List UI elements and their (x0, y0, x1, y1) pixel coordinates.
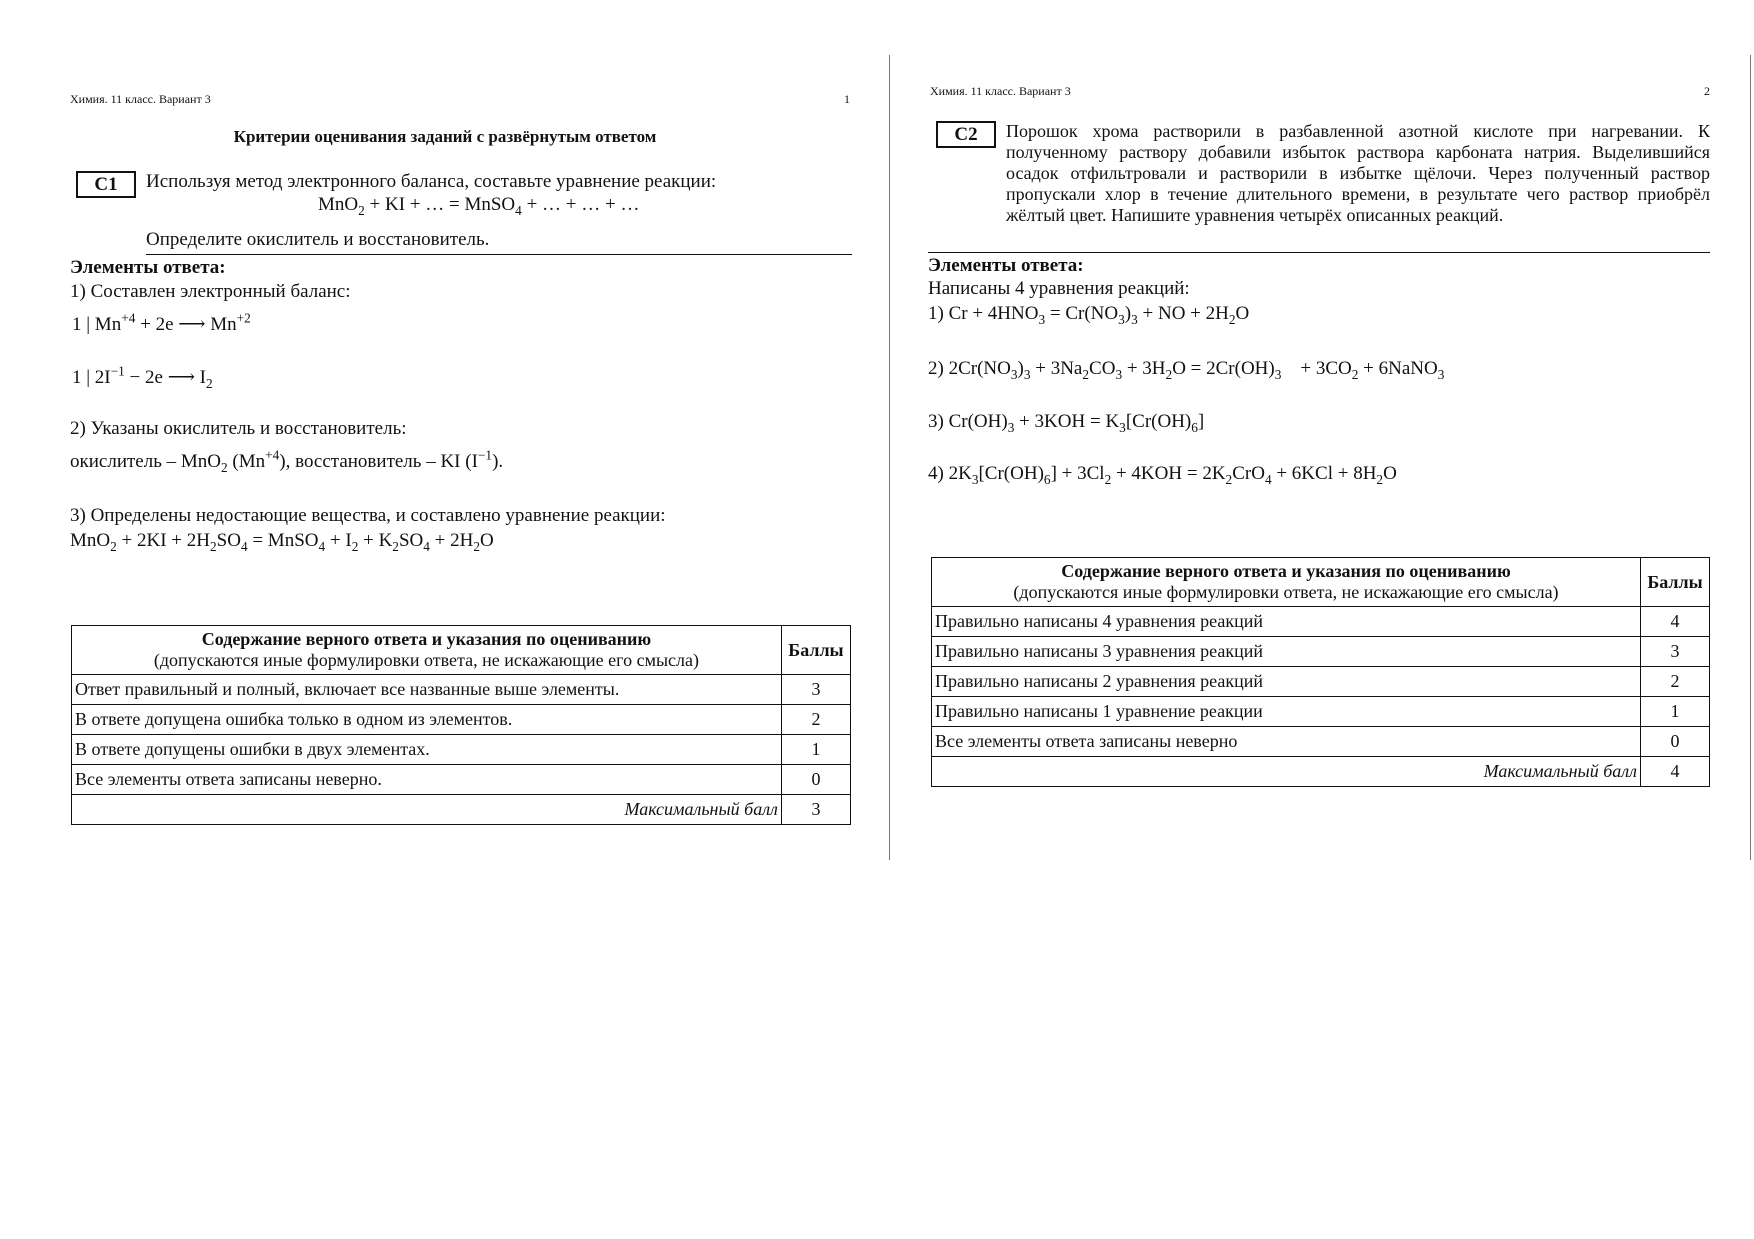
max-points: 4 (1641, 757, 1710, 787)
table-row (932, 637, 1710, 667)
step-1: 1) Составлен электронный баланс: (70, 281, 351, 302)
table-row (932, 667, 1710, 697)
step-2: 2) Указаны окислитель и восстановитель: (70, 418, 407, 439)
row-text: Все элементы ответа записаны неверно (932, 727, 1641, 757)
row-text: Все элементы ответа записаны неверно. (72, 765, 782, 795)
task-text: Используя метод электронного баланса, составьте уравнение реакции: (146, 171, 717, 192)
equations-intro: Написаны 4 уравнения реакций: (928, 278, 1190, 299)
grading-table (931, 557, 1710, 787)
row-text: Правильно написаны 4 уравнения реакций (932, 607, 1641, 637)
page-2 (890, 0, 1754, 860)
page-title: Критерии оценивания заданий с развёрнутым ответом (233, 127, 657, 146)
table-head-main: Содержание верного ответа и указания по оцениванию (1061, 561, 1511, 581)
table-head-sub: (допускаются иные формулировки ответа, не искажающие его смысла) (1013, 582, 1559, 602)
table-max-row (72, 795, 851, 825)
table-row (72, 675, 851, 705)
row-points: 3 (1641, 637, 1710, 667)
balance-line-1: 1 | $Mn^{+4} + 2e$ ⟶ $Mn^{+2}$ (72, 310, 251, 335)
task-text: Порошок хрома растворили в разбавленной азотной кислоте при нагревании. К полученному раствору добавили избыток раствора карбоната натрия. Выделившийся осадок отфильтровали и растворили в избытке щёлочи. Через полученный раствор пропускали хлор в течение длительного времени, в результате чего раствор приобрёл жёлтый цвет. Напишите уравнения четырёх описанных реакций. (1006, 121, 1710, 225)
table-head-points: Баллы (781, 626, 850, 675)
table-header-row (932, 558, 1710, 607)
elements-title: Элементы ответа: (928, 255, 1084, 276)
table-row (72, 705, 851, 735)
page-number: 2 (1704, 84, 1710, 98)
page-1 (0, 0, 890, 860)
table-header-row (72, 626, 851, 675)
row-text: Ответ правильный и полный, включает все названные выше элементы. (72, 675, 782, 705)
equation-3: 3) $Cr(OH)_3 + 3KOH = K_3[Cr(OH)_6]$ (928, 411, 1205, 435)
task-question: Определите окислитель и восстановитель. (146, 229, 490, 250)
table-max-row (932, 757, 1710, 787)
task-equation: MnO$_2$ + KI + … = MnSO$_4$ + … + … + … (318, 194, 640, 218)
equation-4: 4) $2K_3[Cr(OH)_6] + 3Cl_2 + 4KOH = 2K_2CrO_4 + 6KCl + 8H_2O$ (928, 463, 1397, 487)
table-row (72, 765, 851, 795)
row-text: В ответе допущены ошибки в двух элементах. (72, 735, 782, 765)
equation-2: 2) $2Cr(NO_3)_3 + 3Na_2CO_3 + 3H_2O = 2Cr(OH)_3$ + $3CO_2$ + 6NaNO$_3$ (928, 358, 1445, 382)
row-points: 2 (1641, 667, 1710, 697)
step-2-detail: окислитель – MnO$_2$ $(Mn^{+4})$, восстановитель – KI $(I^{-1})$. (70, 447, 504, 475)
max-points: 3 (781, 795, 850, 825)
row-text: Правильно написаны 3 уравнения реакций (932, 637, 1641, 667)
row-points: 4 (1641, 607, 1710, 637)
page-number: 1 (844, 92, 850, 106)
row-text: Правильно написаны 2 уравнения реакций (932, 667, 1641, 697)
table-row (72, 735, 851, 765)
row-points: 2 (781, 705, 850, 735)
row-points: 0 (781, 765, 850, 795)
table-head-main: Содержание верного ответа и указания по оцениванию (201, 629, 652, 649)
table-row (932, 607, 1710, 637)
page-header: Химия. 11 класс. Вариант 3 (70, 92, 211, 106)
elements-title: Элементы ответа: (70, 257, 226, 278)
row-points: 1 (781, 735, 850, 765)
task-label-c1: C1 (76, 171, 136, 198)
divider (928, 252, 1710, 253)
task-label-c2: C2 (936, 121, 996, 148)
table-head-content (72, 626, 782, 675)
page-edge (1750, 55, 1751, 860)
max-label: Максимальный балл (72, 795, 782, 825)
max-label: Максимальный балл (932, 757, 1641, 787)
row-text: В ответе допущена ошибка только в одном из элементов. (72, 705, 782, 735)
page-header: Химия. 11 класс. Вариант 3 (930, 84, 1071, 98)
step-3: 3) Определены недостающие вещества, и составлено уравнение реакции: (70, 505, 666, 526)
table-head-points: Баллы (1641, 558, 1710, 607)
table-row (932, 697, 1710, 727)
step-3-equation: $MnO_2 + 2KI + 2H_2SO_4$ = MnSO$_4$ + $I_2 + K_2SO_4 + 2H_2O$ (70, 530, 494, 554)
row-text: Правильно написаны 1 уравнение реакции (932, 697, 1641, 727)
balance-line-2: 1 | $2I^{-1} - 2e$ ⟶ $I_2$ (72, 363, 213, 391)
table-head-content (932, 558, 1641, 607)
grading-table (71, 625, 851, 825)
row-points: 1 (1641, 697, 1710, 727)
table-head-sub: (допускаются иные формулировки ответа, не искажающие его смысла) (153, 650, 700, 670)
divider (146, 254, 852, 255)
row-points: 3 (781, 675, 850, 705)
row-points: 0 (1641, 727, 1710, 757)
equation-1: 1) $Cr + 4HNO_3 = Cr(NO_3)_3$ + NO + $2H_2O$ (928, 303, 1250, 327)
table-row (932, 727, 1710, 757)
